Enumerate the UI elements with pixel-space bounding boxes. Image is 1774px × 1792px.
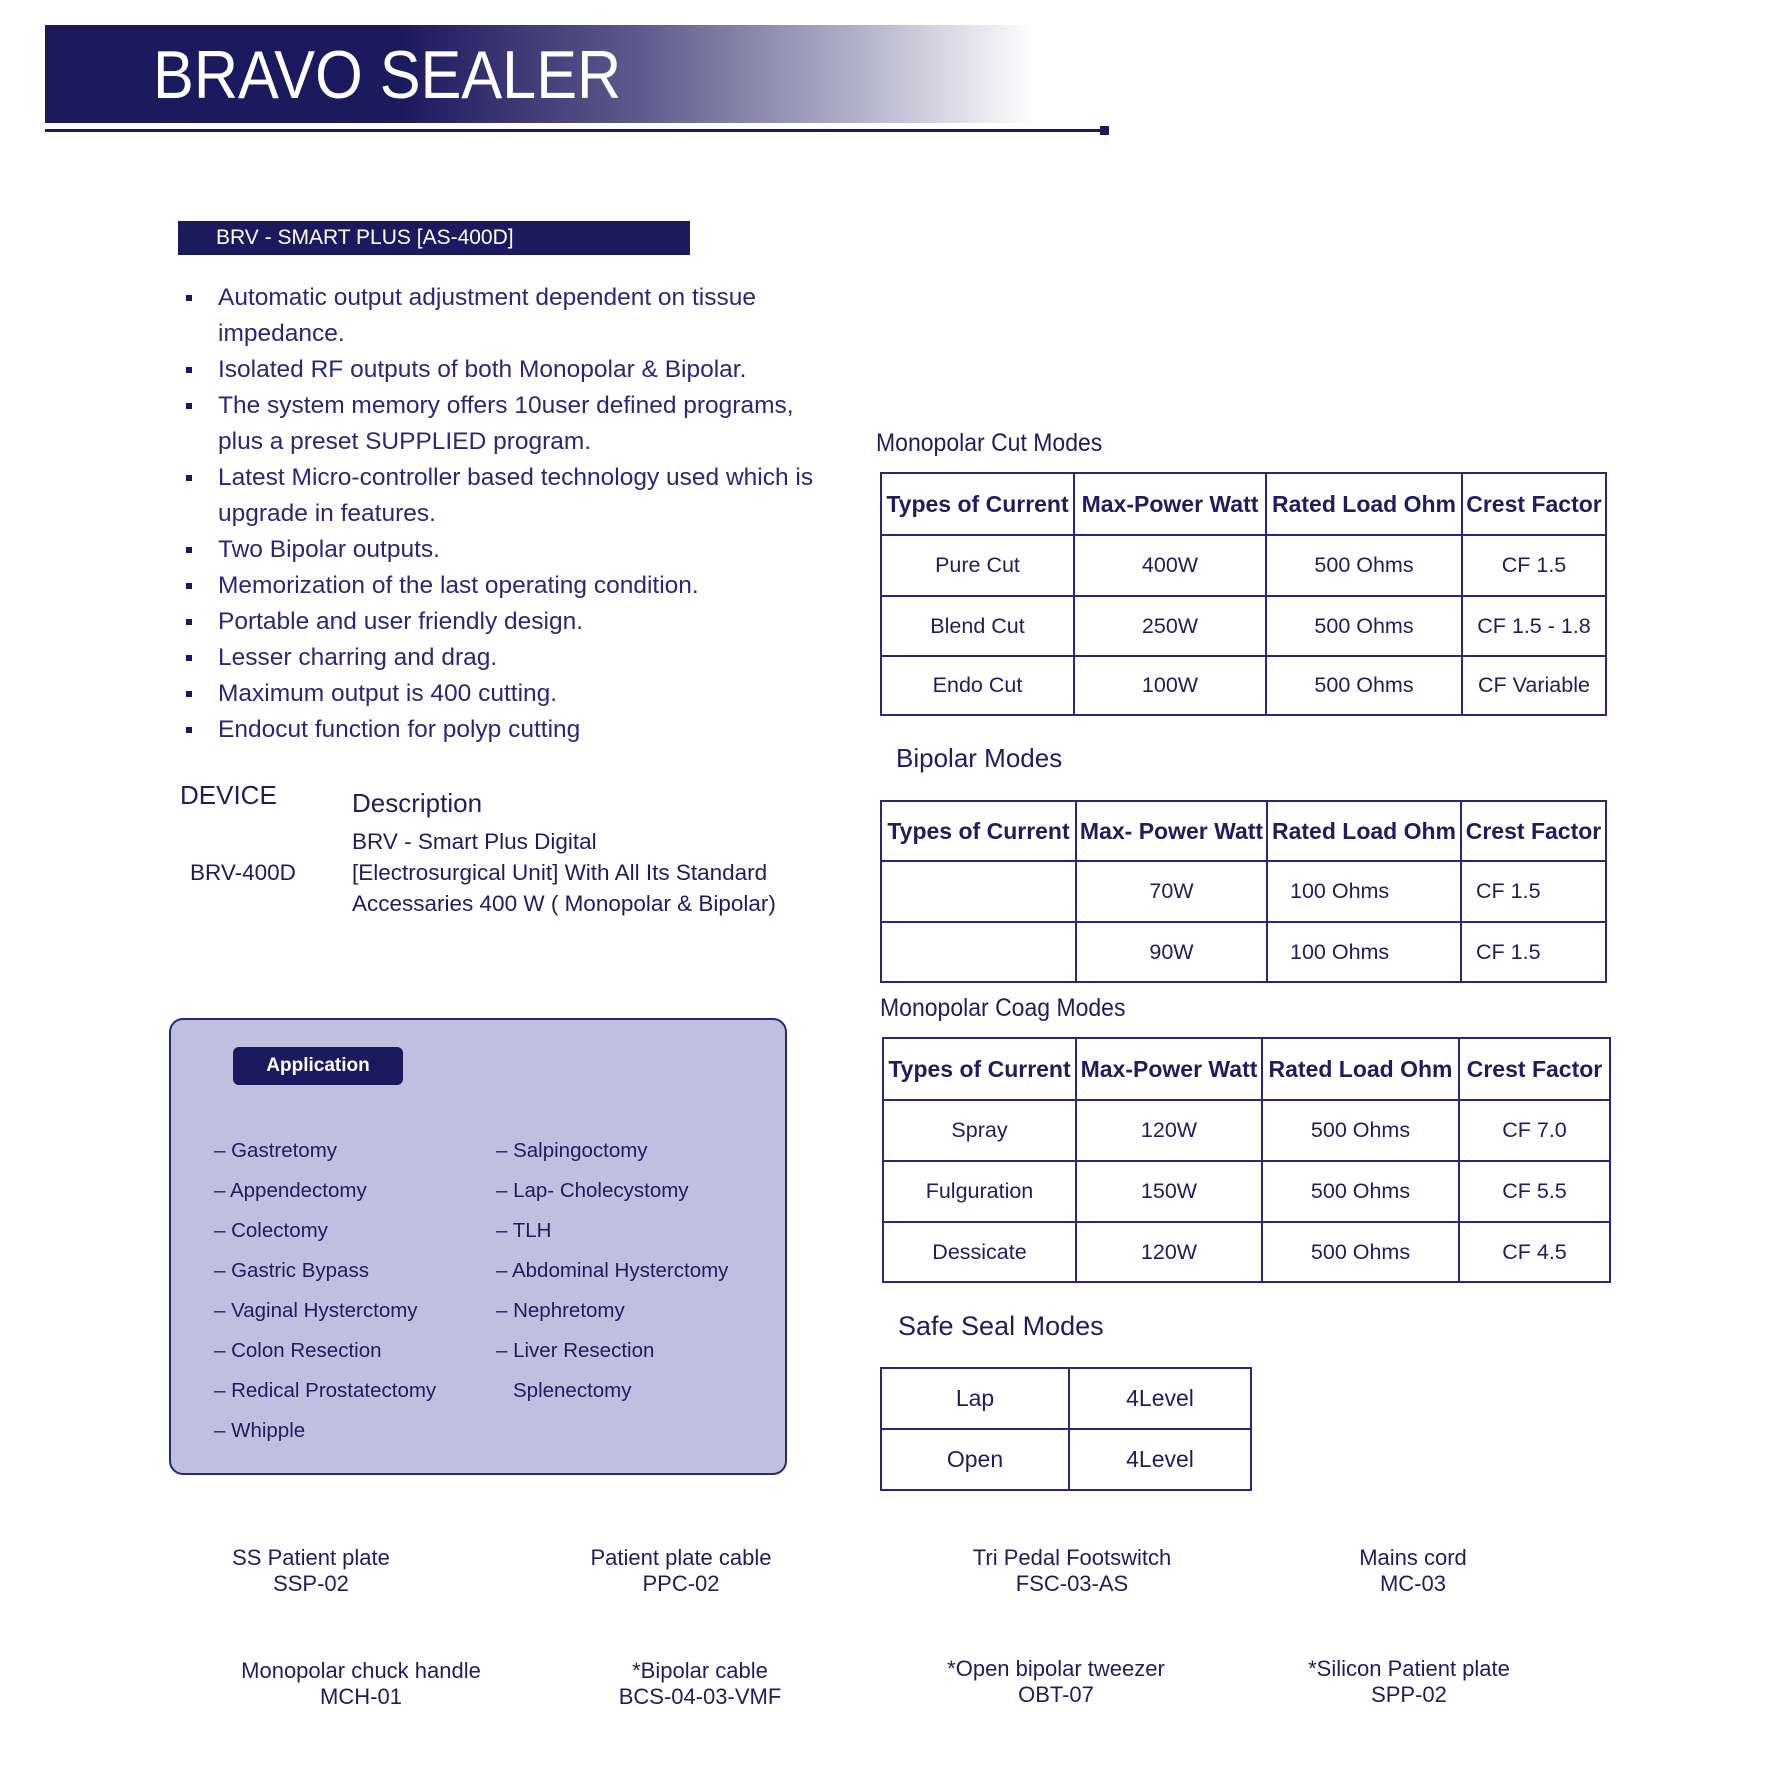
application-item: – Appendectomy [214,1179,367,1202]
accessory-code: FSC-03-AS [1015,1571,1129,1596]
device-desc-line: [Electrosurgical Unit] With All Its Standard [352,860,768,885]
table-header-row [881,801,1606,861]
application-item: – Whipple [214,1419,306,1442]
application-item: – Vaginal Hysterctomy [214,1299,418,1322]
table-cell: CF 7.0 [1459,1100,1610,1161]
table-row [881,1429,1251,1490]
table-row [881,535,1606,596]
table-cell: 500 Ohms [1266,535,1462,596]
table-cell: CF 1.5 [1462,535,1606,596]
table-cell: Dessicate [883,1222,1076,1282]
accessory-name: *Bipolar cable [632,1658,768,1683]
table-cell: Pure Cut [881,535,1074,596]
device-desc-line: BRV - Smart Plus Digital [352,829,597,854]
table-cell: 120W [1076,1222,1262,1282]
accessory-item [211,1545,411,1597]
table-row [881,596,1606,656]
column-header: Types of Current [881,473,1074,535]
table-cell: 500 Ohms [1262,1161,1459,1222]
accessory-name: Monopolar chuck handle [241,1658,481,1683]
accessory-name: *Open bipolar tweezer [947,1656,1165,1681]
bullet-icon [186,367,192,373]
application-item: – Lap- Cholecystomy [496,1179,689,1202]
table-cell: CF Variable [1462,656,1606,715]
table-cell: 100 Ohms [1267,861,1461,922]
feature-list [180,280,840,748]
table-cell: Lap [881,1368,1069,1429]
accessory-code: SSP-02 [273,1571,349,1596]
table-cell: CF 1.5 [1461,861,1606,922]
bullet-icon [186,619,192,625]
safe-seal-table [880,1367,1252,1491]
column-header: Rated Load Ohm [1267,801,1461,861]
bullet-icon [186,691,192,697]
feature-item: Automatic output adjustment dependent on tissue [180,280,840,316]
table-cell: Fulguration [883,1161,1076,1222]
accessory-item [1313,1545,1513,1597]
table-cell: 90W [1076,922,1267,982]
application-item: – Gastric Bypass [214,1259,369,1282]
description-heading: Description [352,788,483,818]
column-header: Max-Power Watt [1074,473,1266,535]
accessory-item [581,1545,781,1597]
application-item: – Salpingoctomy [496,1139,648,1162]
feature-item: Latest Micro-controller based technology used which is [180,460,840,496]
feature-item: Two Bipolar outputs. [180,532,840,568]
table-cell: 100W [1074,656,1266,715]
accessory-code: BCS-04-03-VMF [618,1684,782,1709]
feature-item: Isolated RF outputs of both Monopolar & Bipolar. [180,352,840,388]
table-cell: 150W [1076,1161,1262,1222]
column-header: Crest Factor [1459,1038,1610,1100]
table-row [881,656,1606,715]
device-desc-line: Accessaries 400 W ( Monopolar & Bipolar) [352,891,776,916]
bullet-icon [186,403,192,409]
table-cell: CF 1.5 - 1.8 [1462,596,1606,656]
table-cell: 120W [1076,1100,1262,1161]
feature-item: upgrade in features. [218,500,436,527]
column-header: Types of Current [881,801,1076,861]
table-cell: 400W [1074,535,1266,596]
accessory-code: PPC-02 [642,1571,720,1596]
column-header: Max-Power Watt [1076,1038,1262,1100]
model-bar: BRV - SMART PLUS [AS-400D] [178,221,690,255]
bullet-icon [186,655,192,661]
feature-item: Memorization of the last operating condition. [180,568,840,604]
accessory-item [952,1545,1192,1597]
feature-item: The system memory offers 10user defined programs, [180,388,840,424]
table-cell: CF 4.5 [1459,1222,1610,1282]
column-header: Rated Load Ohm [1262,1038,1459,1100]
table-cell: Spray [883,1100,1076,1161]
application-list-left [214,1131,436,1451]
table-cell [881,861,1076,922]
bipolar-table [880,800,1607,983]
feature-item: Portable and user friendly design. [180,604,840,640]
column-header: Types of Current [883,1038,1076,1100]
feature-item: Lesser charring and drag. [180,640,840,676]
page-title: BRAVO SEALER [153,37,622,113]
table-cell: 500 Ohms [1262,1100,1459,1161]
accessory-item [600,1658,800,1710]
feature-item: Maximum output is 400 cutting. [180,676,840,712]
table-row [881,922,1606,982]
mono-cut-title: Monopolar Cut Modes [876,429,1103,457]
column-header: Max- Power Watt [1076,801,1267,861]
application-item: – Gastretomy [214,1139,338,1162]
accessory-name: Mains cord [1359,1545,1467,1570]
bullet-icon [186,583,192,589]
table-row [881,861,1606,922]
application-item: – TLH [496,1219,552,1242]
application-list-right [496,1131,728,1411]
mono-coag-table [882,1037,1611,1283]
application-item: – Abdominal Hysterctomy [496,1259,729,1282]
accessory-item [221,1658,501,1710]
accessory-name: *Silicon Patient plate [1308,1656,1510,1681]
bipolar-title: Bipolar Modes [896,743,1063,773]
feature-item: plus a preset SUPPLIED program. [218,428,592,455]
mono-cut-table [880,472,1607,716]
device-heading: DEVICE [180,780,277,810]
table-header-row [881,473,1606,535]
accessory-name: SS Patient plate [232,1545,390,1570]
table-cell: 500 Ohms [1266,596,1462,656]
column-header: Crest Factor [1461,801,1606,861]
accessory-name: Patient plate cable [590,1545,772,1570]
application-item: – Liver Resection [496,1339,655,1362]
bullet-icon [186,295,192,301]
safe-seal-title: Safe Seal Modes [898,1311,1104,1341]
accessory-code: OBT-07 [1018,1682,1094,1707]
table-cell: CF 1.5 [1461,922,1606,982]
header-rule [45,129,1105,132]
bullet-icon [186,727,192,733]
application-item: – Redical Prostatectomy [214,1379,437,1402]
table-cell [881,922,1076,982]
table-row [881,1368,1251,1429]
device-code: BRV-400D [190,860,296,885]
table-row [883,1100,1610,1161]
table-cell: 4Level [1069,1368,1251,1429]
application-item: – Colectomy [214,1219,328,1242]
table-header-row [883,1038,1610,1100]
mono-coag-title: Monopolar Coag Modes [880,994,1126,1022]
column-header: Crest Factor [1462,473,1606,535]
accessory-name: Tri Pedal Footswitch [972,1545,1172,1570]
application-label: Application [233,1047,403,1085]
table-row [883,1222,1610,1282]
accessory-code: SPP-02 [1371,1682,1447,1707]
table-cell: 500 Ohms [1262,1222,1459,1282]
accessory-code: MCH-01 [320,1684,402,1709]
table-cell: Endo Cut [881,656,1074,715]
table-cell: 500 Ohms [1266,656,1462,715]
accessory-item [926,1656,1186,1708]
header-rule-end [1100,126,1109,135]
table-cell: 250W [1074,596,1266,656]
bullet-icon [186,475,192,481]
table-cell: Open [881,1429,1069,1490]
table-cell: Blend Cut [881,596,1074,656]
bullet-icon [186,547,192,553]
application-item: – Colon Resection [214,1339,382,1362]
table-cell: 4Level [1069,1429,1251,1490]
accessory-code: MC-03 [1379,1571,1446,1596]
table-cell: CF 5.5 [1459,1161,1610,1222]
column-header: Rated Load Ohm [1266,473,1462,535]
table-row [883,1161,1610,1222]
feature-item: impedance. [218,320,345,347]
table-cell: 100 Ohms [1267,922,1461,982]
feature-item: Endocut function for polyp cutting [180,712,840,748]
application-item: Splenectomy [513,1379,632,1402]
accessory-item [1279,1656,1539,1708]
table-cell: 70W [1076,861,1267,922]
application-item: – Nephretomy [496,1299,625,1322]
